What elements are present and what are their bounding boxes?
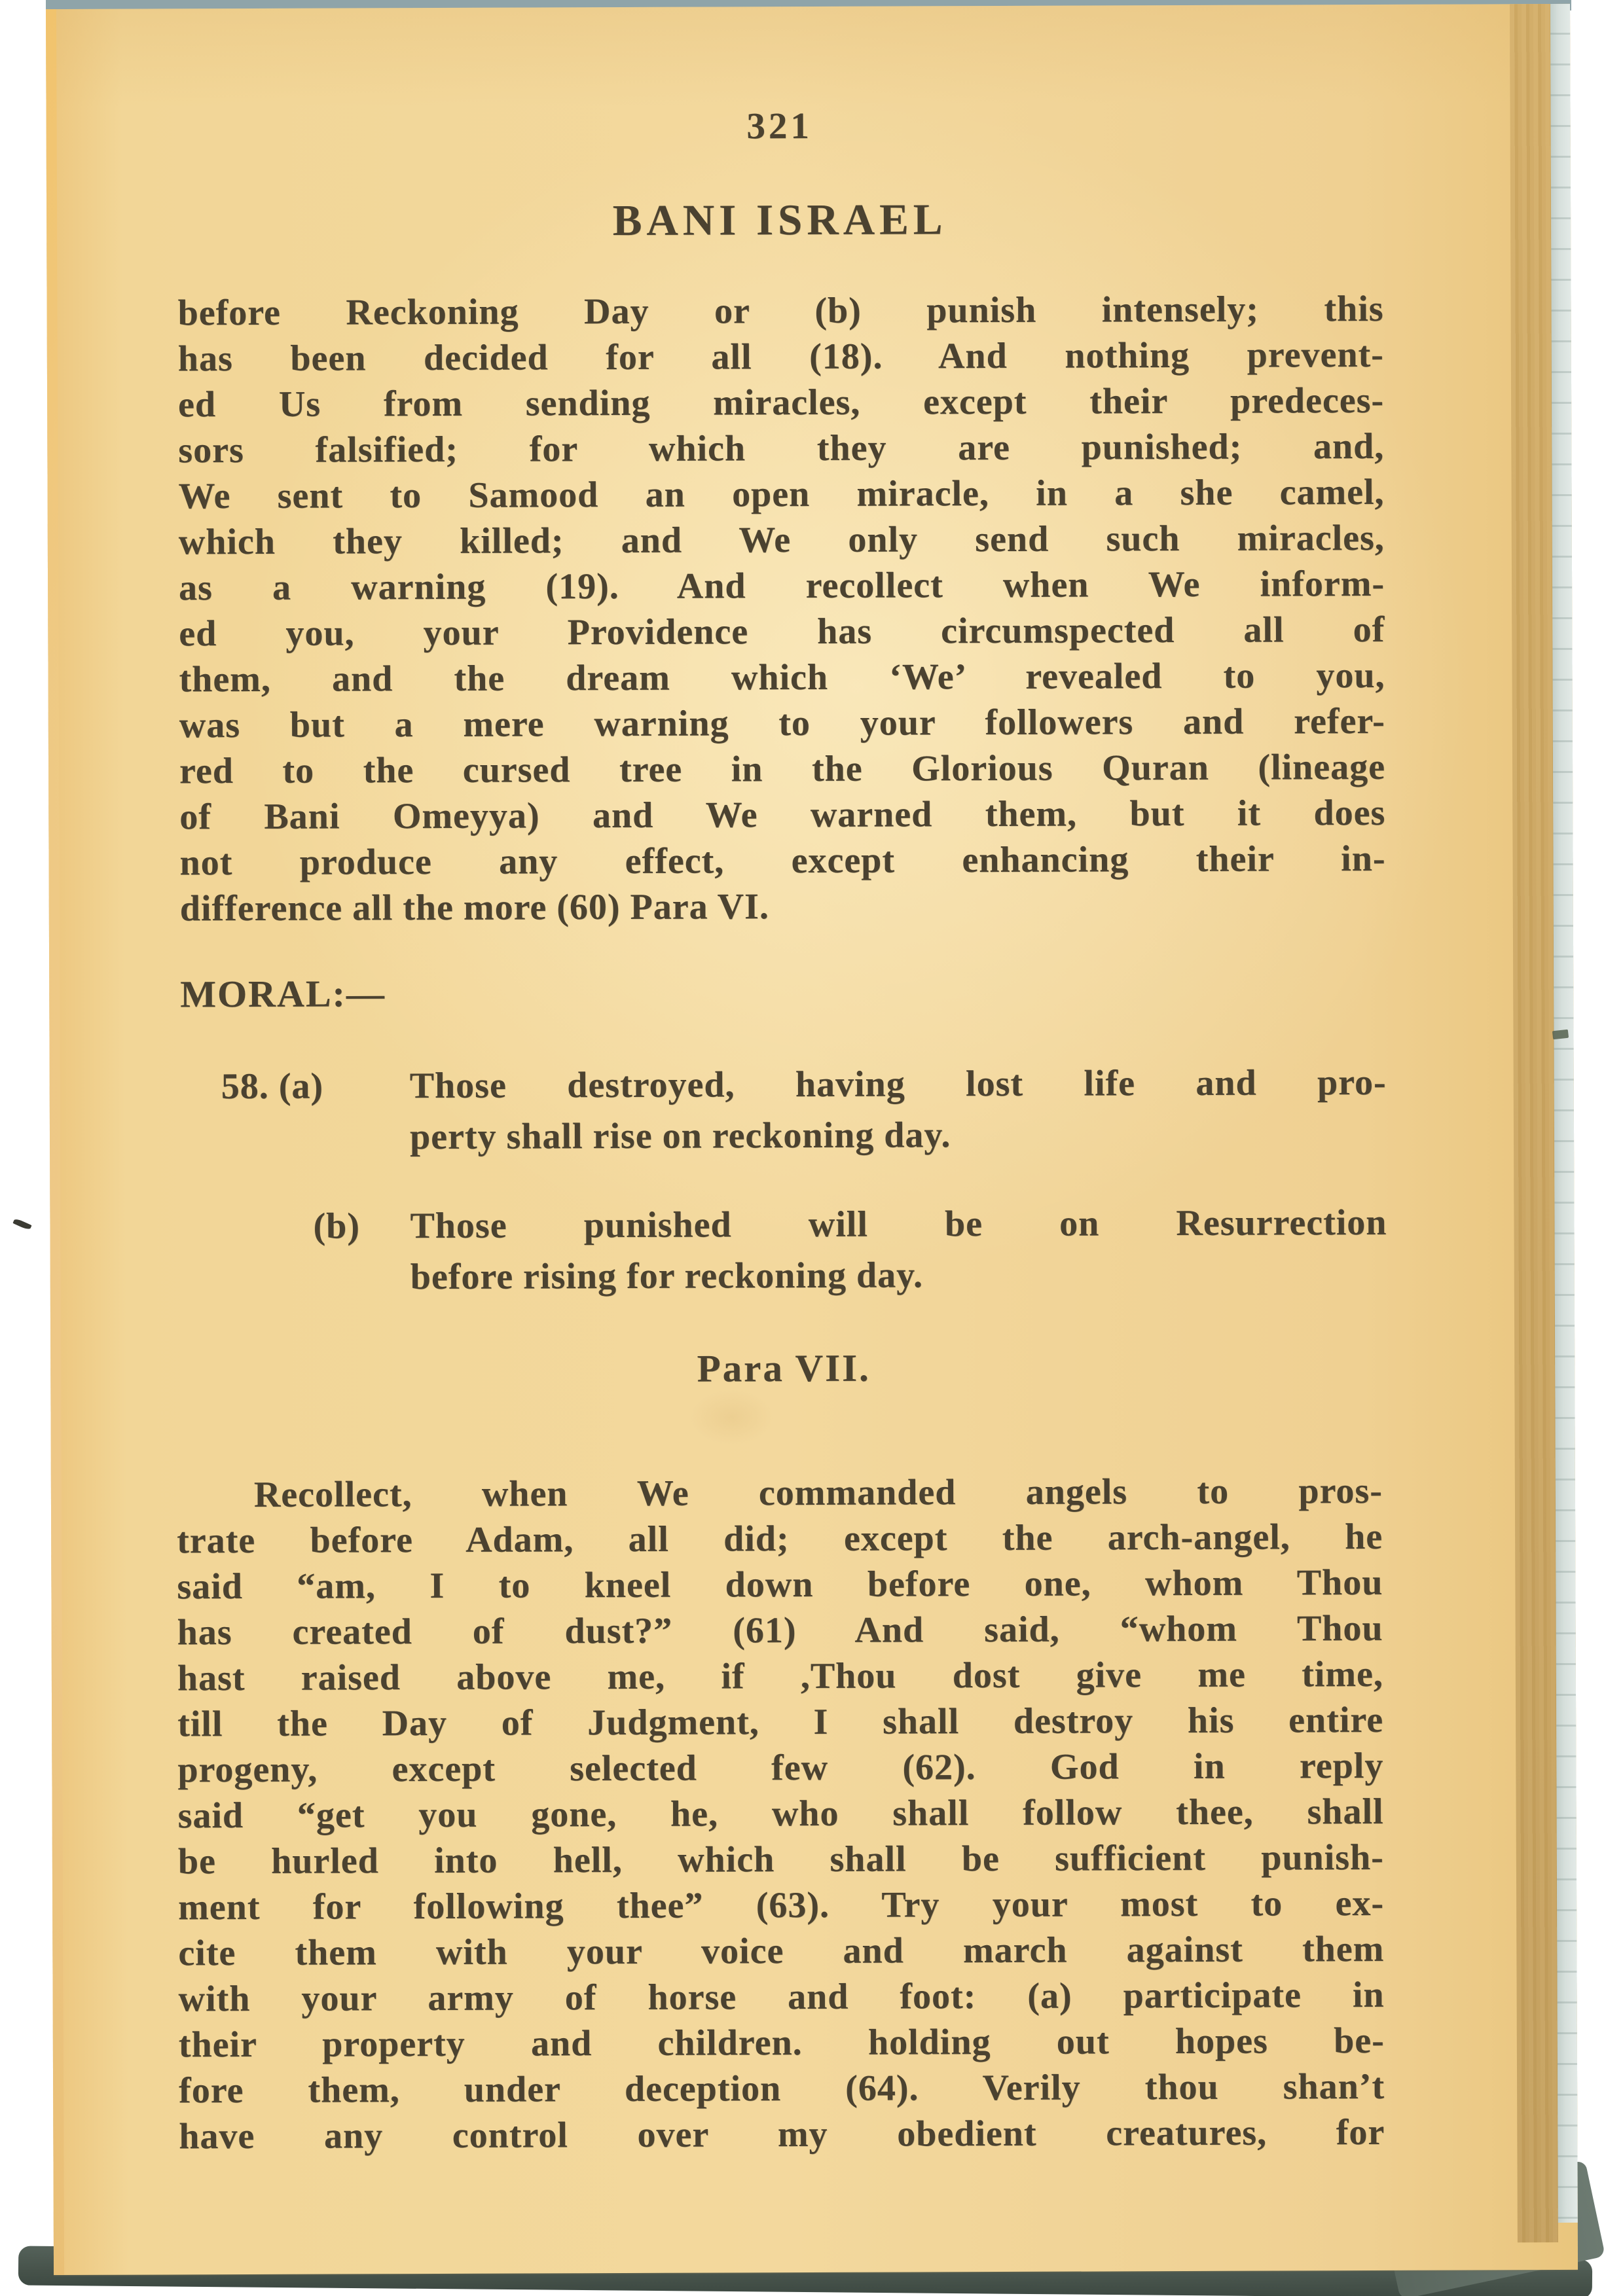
text-line: red to the cursed tree in the Glorious Quran (lineage [179, 746, 1386, 792]
text-line: has been decided for all (18). And nothing prevent- [177, 334, 1384, 380]
text-line: ment for following thee” (63). Try your most to ex- [178, 1882, 1385, 1928]
text-line: cite them with your voice and march against them [178, 1928, 1385, 1974]
text-line: Recollect, when We commanded angels to pros- [253, 1470, 1383, 1515]
text-line: ed you, your Providence has circumspected all of [179, 609, 1385, 655]
para-vii-heading: Para VII. [697, 1346, 871, 1390]
text-line: progeny, except selected few (62). God in reply [177, 1745, 1384, 1791]
margin-ink-mark [12, 1218, 31, 1231]
item-number: 58. (a) [221, 1066, 324, 1107]
text-line: difference all the more (60) Para VI. [179, 886, 770, 929]
text-line: fore them, under deception (64). Verily thou shan’t [179, 2066, 1385, 2111]
text-line: Those punished will be on Resurrection [410, 1202, 1387, 1247]
page-left-edge [46, 9, 64, 2275]
item-text [410, 1057, 1387, 1162]
text-line: before rising for reckoning day. [410, 1255, 924, 1298]
text-line: of Bani Omeyya) and We warned them, but it does [179, 792, 1386, 838]
text-line: ed Us from sending miracles, except their predeces- [178, 380, 1385, 425]
text-line: sors falsified; for which they are punished; and, [178, 425, 1385, 471]
text-line: not produce any effect, except enhancing their in- [179, 838, 1386, 884]
text-line: till the Day of Judgment, I shall destroy his entire [177, 1699, 1384, 1745]
justified-lines [177, 1468, 1385, 2159]
chapter-title: BANI ISRAEL [612, 195, 947, 245]
text-line: as a warning (19). And recollect when We inform- [178, 563, 1385, 609]
text-line: was but a mere warning to your followers and refer- [179, 700, 1385, 746]
text-line: has created of dust?” (61) And said, “whom Thou [177, 1607, 1383, 1653]
text-line: them, and the dream which ‘We’ revealed to you, [179, 655, 1385, 700]
item-number: (b) [313, 1206, 361, 1247]
moral-item-a [181, 1057, 1387, 1163]
page-number: 321 [746, 105, 812, 147]
text-line: said “get you gone, he, who shall follow thee, shall [177, 1791, 1384, 1837]
text-line: Those destroyed, having lost life and pro- [409, 1062, 1387, 1107]
edge-ink-mark [1552, 1030, 1569, 1040]
text-line: trate before Adam, all did; except the arch-angel, he [177, 1516, 1383, 1562]
justified-lines [178, 286, 1386, 886]
text-line: before Reckoning Day or (b) punish intensely; this [177, 288, 1384, 334]
text-line: said “am, I to kneel down before one, whom Thou [177, 1562, 1383, 1607]
text-line: hast raised above me, if ,Thou dost give me time, [177, 1653, 1384, 1699]
text-line: have any control over my obedient creatures, for [179, 2111, 1385, 2157]
moral-heading: MORAL:— [180, 972, 386, 1016]
text-line: with your army of horse and foot: (a) participate in [178, 1974, 1385, 2020]
text-line: be hurled into hell, which shall be sufficient punish- [177, 1837, 1384, 1882]
paragraph-verses [178, 286, 1386, 931]
paragraph-para-vii [177, 1468, 1385, 2159]
text-line: their property and children. holding out hopes be- [178, 2020, 1385, 2066]
item-text [410, 1197, 1387, 1302]
text-line: which they killed; and We only send such miracles, [178, 517, 1385, 563]
moral-item-b [181, 1197, 1387, 1303]
book-page [46, 4, 1578, 2275]
text-line: perty shall rise on reckoning day. [409, 1115, 951, 1158]
text-line: We sent to Samood an open miracle, in a she camel, [178, 471, 1385, 517]
